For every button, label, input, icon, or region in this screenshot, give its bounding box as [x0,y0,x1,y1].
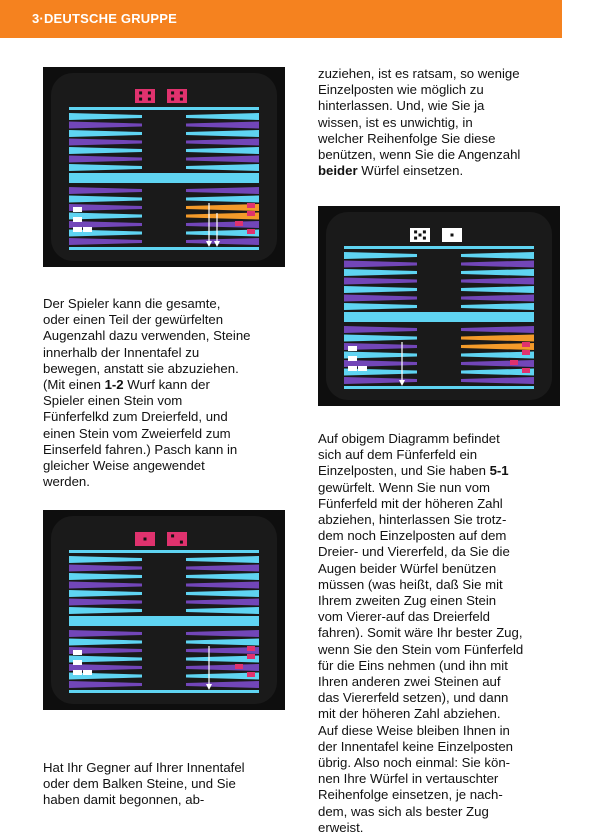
paragraph-2-text-b: Wurf kann der Spieler einen Stein vom Fünferfelkd zum Dreierfeld, und einen Stein vom Zweierfeld zum Einserfeld fahren.) Pasch kann in gleicher Weise angewendet werden. [43,377,238,490]
paragraph-right-bottom [318,431,573,836]
board-middle-bar [344,312,534,322]
die-pip [414,230,417,233]
checker-white [83,670,92,675]
die-pip [414,237,417,240]
checker-pink [247,211,255,216]
die-pip [451,234,454,237]
board-top-edge [69,550,259,553]
board-graphic [318,206,560,406]
checker-white [348,356,357,361]
die-pip [180,541,183,544]
board-top-edge [69,107,259,110]
checker-pink [522,350,530,355]
checker-pink [247,203,255,208]
paragraph-1-end: Würfel einsetzen. [357,163,464,179]
checker-white [73,670,82,675]
checker-pink [510,360,518,365]
board-bottom-edge [69,247,259,250]
checker-pink [247,646,255,651]
board-screen-1 [43,67,285,267]
die-2 [167,89,187,103]
checker-pink [247,229,255,234]
paragraph-3-bold: 5-1 [489,463,509,479]
paragraph-left-bottom [43,760,298,809]
paragraph-top-right [318,66,568,179]
paragraph-1-text: zuziehen, ist es ratsam, so wenige Einzelposten wie möglich zu hinterlassen. Und, wie Sie ja wissen, ist es unwichtig, in welcher Reihenfolge Sie diese benützen, wenn Sie die Angenzahl [318,66,521,163]
die-pip [423,237,426,240]
die-pip [139,91,142,94]
checker-white [73,650,82,655]
board-screen-3 [43,510,285,710]
die-pip [139,98,142,101]
checker-white [73,227,82,232]
paragraph-left-middle [43,296,293,490]
board-screen-2 [318,206,560,406]
die-pip [419,234,422,237]
checker-white [83,227,92,232]
board-middle-bar [69,616,259,626]
checker-white [73,207,82,212]
checker-pink [522,342,530,347]
die-pip [148,98,151,101]
paragraph-2-bold: 1-2 [104,377,124,393]
board-graphic [43,510,285,710]
checker-pink [247,654,255,659]
die-1 [135,89,155,103]
paragraph-3-text-a: Auf obigem Diagramm befindet sich auf dem Fünferfeld ein Einzelposten, und Sie haben [318,431,500,479]
page-header-title: 3·DEUTSCHE GRUPPE [32,11,177,26]
board-bottom-edge [69,690,259,693]
board-middle-bar [69,173,259,183]
checker-white [73,217,82,222]
board-bottom-edge [344,386,534,389]
die-pip [171,534,174,537]
checker-pink [235,221,243,226]
die-pip [144,538,147,541]
checker-pink [522,368,530,373]
paragraph-2-text-a: Der Spieler kann die gesamte, oder einen Teil der gewürfelten Augenzahl dazu verwenden, Steine innerhalb der Innentafel zu bewegen, anstatt sie abzuziehen. (Mit einen [43,296,251,393]
checker-white [348,366,357,371]
die-pip [171,91,174,94]
paragraph-1-bold: beider [318,163,358,179]
page-header [0,0,562,38]
die-pip [148,91,151,94]
die-2 [167,532,187,546]
checker-white [348,346,357,351]
die-pip [171,98,174,101]
paragraph-3-text-b: gewürfelt. Wenn Sie nun vom Fünferfeld mit der höheren Zahl abziehen, hinterlassen Sie trotz- dem noch Einzelposten auf dem Dreier- und Viererfeld, da Sie die Augen beider Würfel benützen müssen (was heißt, daß Sie mit Ihrem zweiten Zug einen Stein vom Vierer-auf das Dreierfeld fahren). Somit wäre Ihr bester Zug, wenn Sie den Stein vom Fünferfeld für die Eins nehmen (und ihn mit Ihren anderen zwei Steinen auf das Viererfeld setzen), und dann mit der höheren Zahl abziehen. Auf diese Weise bleiben Ihnen in der Innentafel keine Einzelposten übrig. Also noch einmal: Sie kön- nen Ihre Würfel in vertauschter Reihenfolge einsetzen, je nach- dem, was sich als bester Zug erweist. [318,479,524,835]
paragraph-4-text: Hat Ihr Gegner auf Ihrer Innentafel oder dem Balken Steine, und Sie haben damit begonnen, ab- [43,760,245,808]
board-top-edge [344,246,534,249]
checker-white [73,660,82,665]
checker-pink [247,672,255,677]
die-pip [423,230,426,233]
die-pip [180,98,183,101]
checker-pink [235,664,243,669]
checker-white [358,366,367,371]
die-pip [180,91,183,94]
board-graphic [43,67,285,267]
